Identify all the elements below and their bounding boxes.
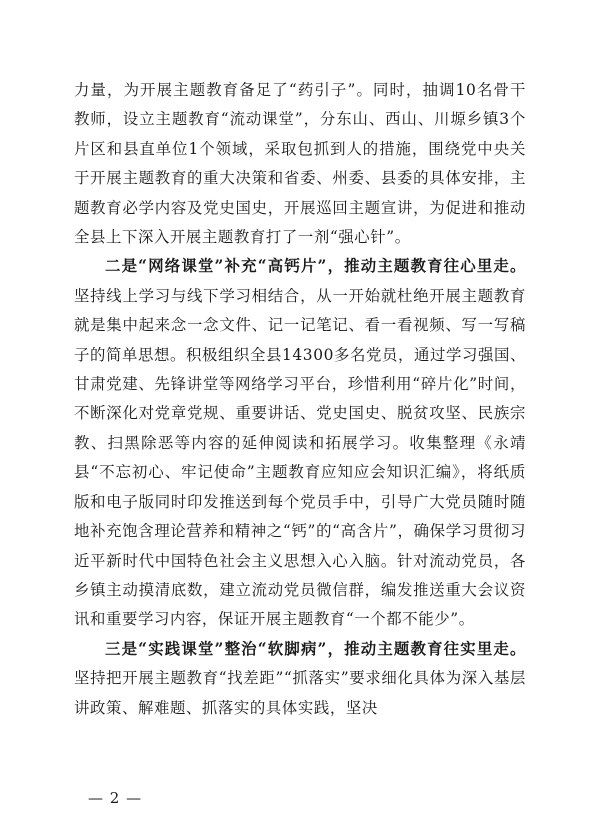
paragraph-1 xyxy=(74,76,526,252)
paragraph-2 xyxy=(74,252,526,634)
paragraph-2-text: 坚持线上学习与线下学习相结合，从一开始就杜绝开展主题教育就是集中起来念一念文件、记一记笔记、看一看视频、写一写稿子的简单思想。积极组织全县14300多名党员，通过学习强国、甘肃党建、先锋讲堂等网络学习平台，珍惜利用“碎片化”时间，不断深化对党章党规、重要讲话、党史国史、脱贫攻坚、民族宗教、扫黑除恶等内容的延伸阅读和拓展学习。收集整理《永靖县“不忘初心、牢记使命”主题教育应知应会知识汇编》，将纸质版和电子版同时印发推送到每个党员手中，引导广大党员随时随地补充饱含理论营养和精神之“钙”的“高含片”，确保学习贯彻习近平新时代中国特色社会主义思想入心入脑。针对流动党员，各乡镇主动摸清底数，建立流动党员微信群，编发推送重大会议资讯和重要学习内容，保证开展主题教育“一个都不能少”。 xyxy=(74,286,526,629)
paragraph-3-lead: 三是“实践课堂”整治“软脚病”，推动主题教育往实里走。 xyxy=(105,639,526,658)
document-body xyxy=(74,76,526,723)
paragraph-1-text: 力量，为开展主题教育备足了“药引子”。同时，抽调10名骨干教师，设立主题教育“流动课堂”，分东山、西山、川塬乡镇3个片区和县直单位1个领域，采取包抓到人的措施，围绕党中央关于开展主题教育的重大决策和省委、州委、县委的具体安排，主题教育必学内容及党史国史，开展巡回主题宣讲，为促进和推动全县上下深入开展主题教育打了一剂“强心针”。 xyxy=(74,81,526,247)
paragraph-3 xyxy=(74,635,526,723)
page-number: — 2 — xyxy=(88,789,143,807)
paragraph-2-lead: 二是“网络课堂”补充“高钙片”，推动主题教育往心里走。 xyxy=(105,257,526,276)
paragraph-3-text: 坚持把开展主题教育“找差距”“抓落实”要求细化具体为深入基层讲政策、解难题、抓落实的具体实践，坚决 xyxy=(74,669,526,717)
